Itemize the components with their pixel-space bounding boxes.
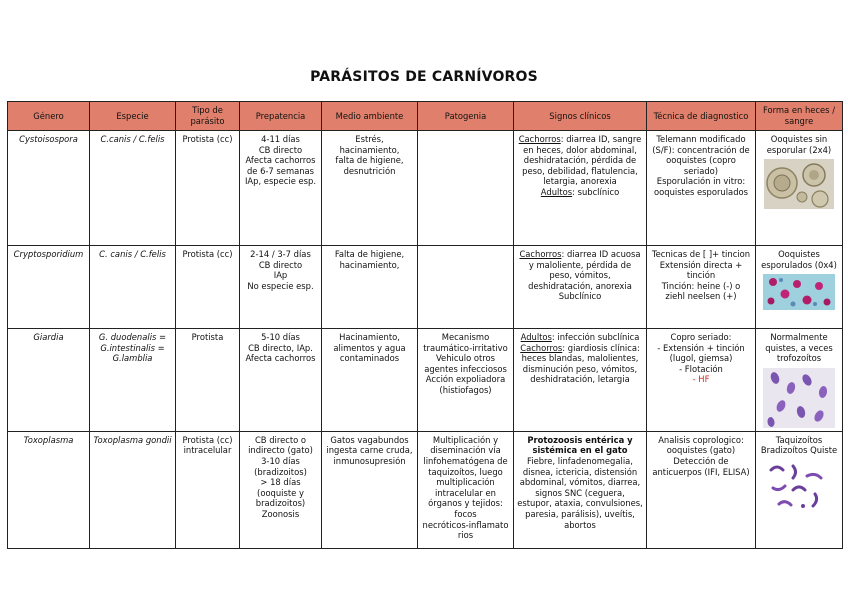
- diagnostico-line: - Extensión + tinción: [657, 342, 745, 353]
- patogenia-line: intracelular en: [435, 487, 496, 498]
- especie-cell: C.canis / C.felis: [90, 131, 176, 246]
- diagnostico-line: Tecnicas de [ ]+ tincion: [651, 249, 751, 259]
- signos-cell: [514, 431, 647, 548]
- patogenia-line: Mecanismo: [441, 332, 490, 342]
- header-forma: Forma en heces / sangre: [756, 102, 843, 131]
- patogenia-line: (histiofagos): [439, 384, 492, 395]
- diagnostico-line: tinción: [686, 270, 716, 281]
- prepatencia-line: (bradizoitos): [254, 466, 307, 477]
- diagnostico-line-extra: - HF: [692, 374, 710, 385]
- forma-cell: [756, 431, 843, 548]
- forma-text: Ooquistes sin esporular (2x4): [766, 134, 832, 155]
- signos-text2: Subclínico: [558, 291, 602, 302]
- signos-text: : diarrea ID, sangre en heces, dolor abdominal, deshidratación, pérdida de peso, debilidad, flatulencia, letargia, anorexia: [522, 134, 642, 187]
- medio-line: contaminados: [339, 353, 400, 364]
- medio-line: falta de higiene,: [335, 155, 404, 166]
- table-row: [8, 329, 843, 432]
- patogenia-cell: [418, 131, 514, 246]
- prepatencia-line: de 6-7 semanas: [246, 165, 315, 176]
- signos-cell: [514, 246, 647, 329]
- prepatencia-line: 5-10 días: [261, 332, 300, 342]
- patogenia-line: focos: [454, 508, 477, 519]
- prepatencia-line: Zoonosis: [261, 508, 300, 519]
- diagnostico-cell: [647, 246, 756, 329]
- oocyst-micrograph-icon: [764, 159, 834, 209]
- patogenia-line: rios: [457, 530, 474, 541]
- diagnostico-line: ooquistes esporulados: [654, 186, 748, 197]
- signos-text: : infección subclínica: [551, 332, 640, 342]
- header-genero: Género: [8, 102, 90, 131]
- diagnostico-line: Analisis coprologico:: [658, 434, 744, 445]
- patogenia-line: agentes infecciosos: [424, 363, 507, 374]
- header-signos: Signos clínicos: [514, 102, 647, 131]
- header-row: [8, 102, 843, 131]
- medio-line: desnutrición: [343, 165, 396, 176]
- diagnostico-line: Tinción: heine (-) o: [661, 280, 741, 291]
- table-row: [8, 131, 843, 246]
- medio-line: Estrés, hacinamiento,: [339, 134, 400, 155]
- header-especie: Especie: [90, 102, 176, 131]
- forma-cell: [756, 246, 843, 329]
- diagnostico-line: Telemann modificado: [656, 134, 746, 144]
- signos-lead: Cachorros: [518, 134, 561, 144]
- page-title: PARÁSITOS DE CARNÍVOROS: [310, 69, 538, 85]
- table-row: [8, 431, 843, 548]
- patogenia-line: diseminación vía: [430, 445, 501, 456]
- prepatencia-line: (ooquiste y: [257, 487, 304, 498]
- diagnostico-cell: [647, 329, 756, 432]
- prepatencia-cell: [240, 329, 322, 432]
- especie-cell: Toxoplasma gondii: [90, 431, 176, 548]
- genero-cell: Toxoplasma: [8, 431, 90, 548]
- trophozoite-micrograph-icon: [763, 368, 835, 428]
- diagnostico-line: (lugol, giemsa): [669, 353, 733, 364]
- medio-line: Gatos vagabundos: [330, 434, 409, 445]
- diagnostico-line: Copro seriado:: [670, 332, 732, 342]
- tachyzoite-micrograph-icon: [763, 460, 835, 514]
- genero-cell: Giardia: [8, 329, 90, 432]
- patogenia-cell: [418, 431, 514, 548]
- prepatencia-cell: [240, 431, 322, 548]
- signos-cell: [514, 131, 647, 246]
- prepatencia-line: CB directo, IAp.: [248, 342, 313, 353]
- diagnostico-line: - Flotación: [679, 363, 723, 374]
- signos-text: : diarrea ID acuosa y maloliente, pérdida de peso, vómitos, deshidratación, anorexia: [528, 249, 641, 291]
- prepatencia-line: Afecta cachorros: [245, 155, 316, 166]
- medio-line: alimentos y agua: [333, 342, 406, 353]
- forma-text: Taquizoítos Bradizoítos Quiste: [760, 434, 838, 456]
- patogenia-line: Multiplicación y: [432, 434, 499, 445]
- medio-cell: [322, 131, 418, 246]
- prepatencia-line: No especie esp.: [247, 280, 314, 291]
- medio-cell: [322, 246, 418, 329]
- table-row: [8, 246, 843, 329]
- signos-lead: Cachorros: [519, 249, 562, 259]
- header-prepatencia: Prepatencia: [240, 102, 322, 131]
- signos-lead2: Cachorros: [520, 342, 563, 353]
- patogenia-line: necróticos-inflamato: [422, 519, 509, 530]
- prepatencia-line: bradizoitos): [255, 498, 306, 509]
- signos-cell: [514, 329, 647, 432]
- patogenia-cell: [418, 329, 514, 432]
- forma-cell: [756, 329, 843, 432]
- diagnostico-cell: [647, 131, 756, 246]
- tipo-cell: Protista (cc): [176, 131, 240, 246]
- signos-bold: Protozoosis entérica y sistémica en el gato: [527, 434, 633, 456]
- diagnostico-line: Extensión directa +: [659, 259, 743, 270]
- header-tipo: Tipo de parásito: [176, 102, 240, 131]
- prepatencia-line: Afecta cachorros: [245, 353, 316, 364]
- genero-cell: Cystoisospora: [8, 131, 90, 246]
- patogenia-line: Acción expoliadora: [425, 374, 506, 385]
- prepatencia-line: IAp: [273, 270, 288, 281]
- medio-cell: [322, 329, 418, 432]
- diagnostico-line: (S/F): concentración de: [652, 144, 750, 155]
- diagnostico-line: ooquistes (copro: [666, 155, 736, 166]
- header-patogenia: Patogenia: [418, 102, 514, 131]
- forma-cell: [756, 131, 843, 246]
- medio-cell: [322, 431, 418, 548]
- prepatencia-line: > 18 días: [260, 477, 301, 488]
- signos-text: Fiebre, linfadenomegalia, disnea, ictericia, distensión abdominal, vómitos, diarrea, signos SNC (ceguera, estupor, ataxia, convulsiones, paresia, parálisis), uveítis, abortos: [517, 455, 643, 530]
- patogenia-line: Vehiculo otros: [435, 353, 496, 364]
- diagnostico-line: ziehl neelsen (+): [665, 291, 737, 302]
- especie-cell: C. canis / C.felis: [90, 246, 176, 329]
- prepatencia-line: 4-11 días: [261, 134, 300, 144]
- stained-oocysts-micrograph-icon: [763, 274, 835, 310]
- medio-line: Falta de higiene,: [334, 249, 405, 259]
- header-diagnostico: Técnica de diagnostico: [647, 102, 756, 131]
- signos-text2: : giardiosis clínica: heces blandas, malolientes, disminución peso, vómitos, deshidratación, letargia: [521, 342, 640, 385]
- especie-cell: G. duodenalis = G.intestinalis = G.lamblia: [90, 329, 176, 432]
- diagnostico-line: anticuerpos (IFI, ELISA): [652, 466, 750, 477]
- signos-lead: Adultos: [520, 332, 552, 342]
- prepatencia-cell: [240, 131, 322, 246]
- prepatencia-cell: [240, 246, 322, 329]
- prepatencia-line: CB directo: [258, 259, 303, 270]
- signos-text2: : subclínico: [572, 186, 620, 197]
- patogenia-line: traumático-irritativo: [423, 342, 508, 353]
- medio-line: hacinamiento,: [339, 259, 400, 270]
- prepatencia-line: indirecto (gato): [248, 445, 313, 456]
- diagnostico-line: Detección de: [673, 455, 729, 466]
- signos-lead2: Adultos: [540, 186, 573, 197]
- diagnostico-line: Esporulación in vitro:: [656, 176, 746, 187]
- patogenia-cell: [418, 246, 514, 329]
- prepatencia-line: 2-14 / 3-7 días: [250, 249, 311, 259]
- header-medio: Medio ambiente: [322, 102, 418, 131]
- diagnostico-line: ooquistes (gato): [666, 445, 736, 456]
- diagnostico-cell: [647, 431, 756, 548]
- prepatencia-line: CB directo: [258, 144, 303, 155]
- parasite-table: [7, 101, 843, 549]
- patogenia-line: taquizoítos, luego: [428, 466, 503, 477]
- forma-text: Normalmente quistes, a veces trofozoítos: [765, 332, 833, 364]
- patogenia-line: linfohematógena de: [423, 455, 508, 466]
- patogenia-line: multiplicación: [436, 477, 495, 488]
- tipo-cell: Protista: [176, 329, 240, 432]
- patogenia-line: órganos y tejidos:: [428, 498, 503, 509]
- medio-line: Hacinamiento,: [339, 332, 400, 342]
- diagnostico-line: seriado): [683, 165, 719, 176]
- prepatencia-line: IAp, especie esp.: [244, 176, 317, 187]
- forma-text: Ooquistes esporulados (0x4): [761, 249, 837, 270]
- medio-line: inmunosupresión: [333, 455, 406, 466]
- tipo-cell: Protista (cc): [176, 246, 240, 329]
- prepatencia-line: 3-10 días: [261, 455, 300, 466]
- genero-cell: Cryptosporidium: [8, 246, 90, 329]
- prepatencia-line: CB directo o: [254, 434, 307, 445]
- medio-line: ingesta carne cruda,: [326, 445, 413, 456]
- tipo-cell: Protista (cc) intracelular: [176, 431, 240, 548]
